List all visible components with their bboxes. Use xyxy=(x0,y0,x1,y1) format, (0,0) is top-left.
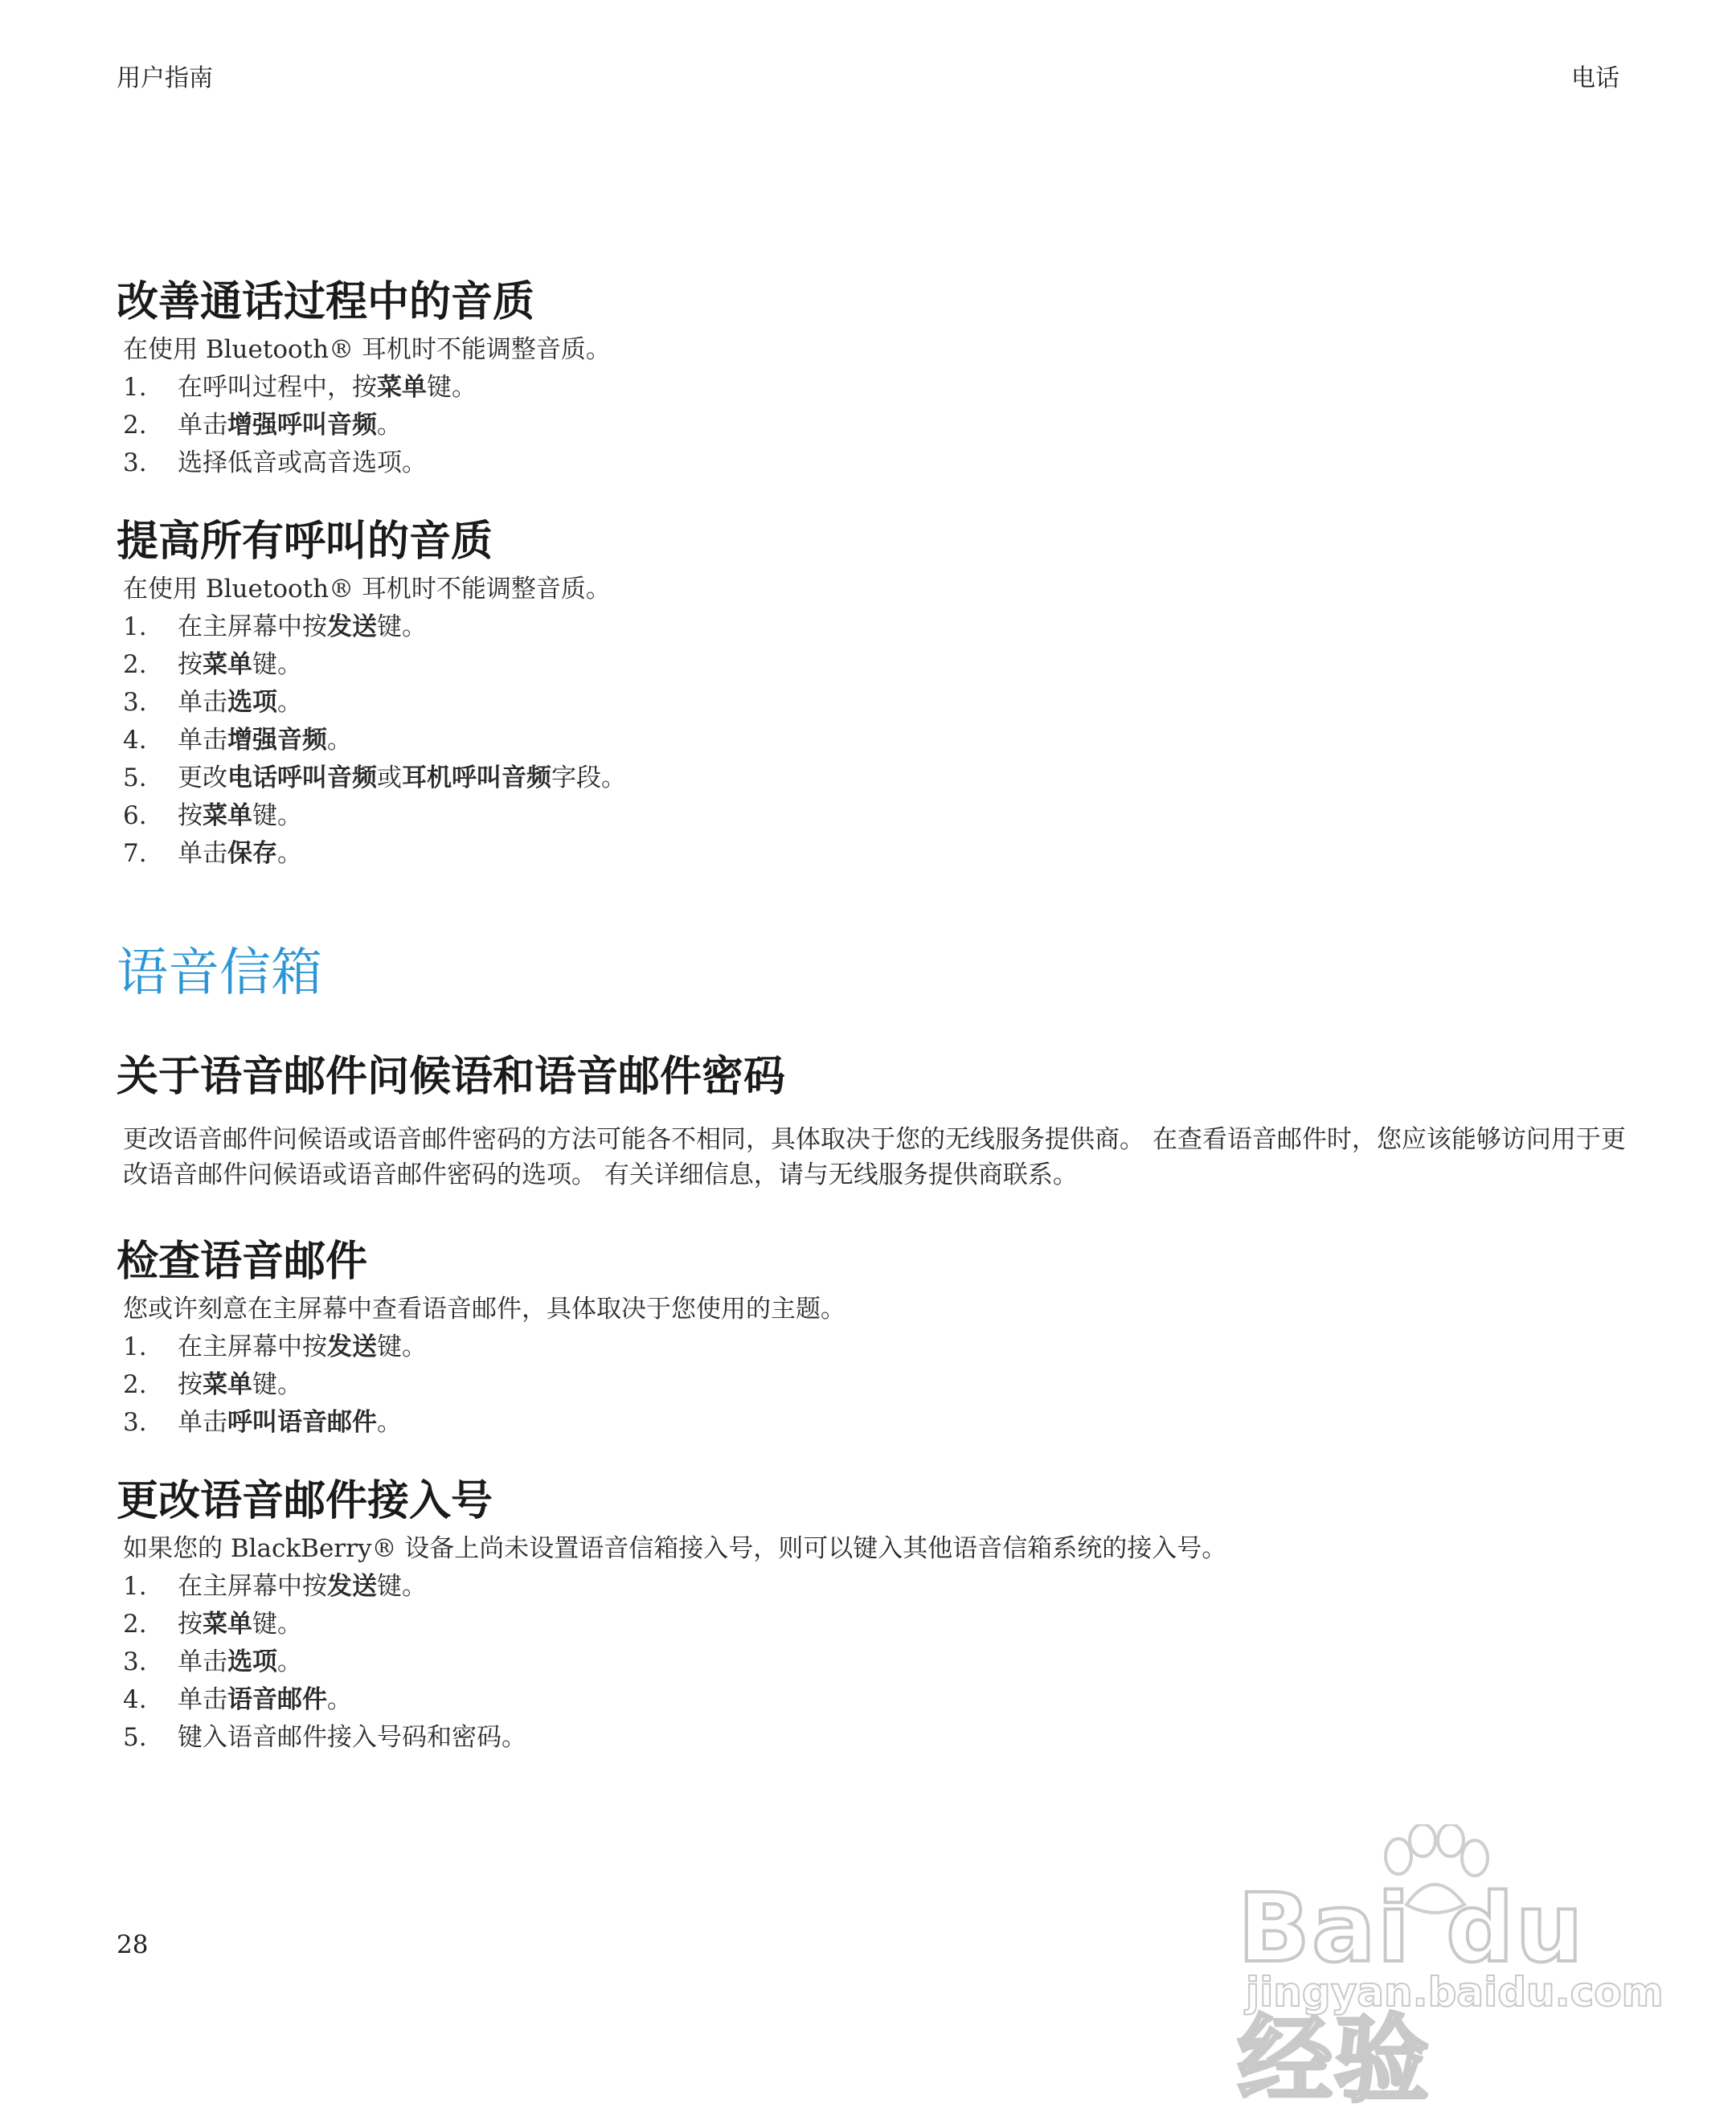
step-item xyxy=(117,797,1628,835)
step-fragment: 在主屏幕中按 xyxy=(178,612,327,641)
step-text xyxy=(178,1328,427,1366)
step-fragment: 单击 xyxy=(178,1685,227,1714)
step-text xyxy=(178,1606,302,1643)
step-item xyxy=(117,407,1628,444)
step-fragment: 单击 xyxy=(178,411,227,440)
step-text xyxy=(178,759,626,797)
step-fragment: 。 xyxy=(277,1647,302,1676)
ui-term: 发送 xyxy=(327,612,377,641)
step-number: 4. xyxy=(123,726,147,755)
step-fragment: 单击 xyxy=(178,726,227,755)
step-text xyxy=(178,1568,427,1606)
page-content xyxy=(117,273,1628,1757)
step-text xyxy=(178,684,302,722)
section-intro: 在使用 Bluetooth® 耳机时不能调整音质。 xyxy=(123,335,611,364)
step-fragment: 键。 xyxy=(377,1332,427,1361)
step-number: 3. xyxy=(123,688,147,717)
step-text xyxy=(178,444,427,482)
step-fragment: 单击 xyxy=(178,688,227,717)
ui-term: 增强音频 xyxy=(227,726,327,755)
step-item xyxy=(117,722,1628,759)
step-fragment: 。 xyxy=(377,1408,402,1437)
step-fragment: 。 xyxy=(277,839,302,868)
step-fragment: 或 xyxy=(377,763,402,792)
step-fragment: 键。 xyxy=(427,373,477,402)
step-fragment: 在主屏幕中按 xyxy=(178,1332,327,1361)
ui-term: 菜单 xyxy=(203,1610,252,1639)
step-number: 2. xyxy=(123,650,147,679)
ui-term: 菜单 xyxy=(377,373,427,402)
step-number: 3. xyxy=(123,448,147,477)
step-text xyxy=(178,797,302,835)
step-text xyxy=(178,1366,302,1404)
steps-list xyxy=(117,608,1628,873)
step-text xyxy=(178,1681,352,1719)
step-text xyxy=(178,646,302,684)
section-title-change-access-number: 更改语音邮件接入号 xyxy=(117,1477,493,1525)
step-number: 2. xyxy=(123,1610,147,1639)
step-fragment: 。 xyxy=(327,1685,352,1714)
step-item xyxy=(117,1328,1628,1366)
step-fragment: 单击 xyxy=(178,839,227,868)
section-intro: 在使用 Bluetooth® 耳机时不能调整音质。 xyxy=(123,575,611,604)
step-fragment: 按 xyxy=(178,650,203,679)
ui-term: 选项 xyxy=(227,688,277,717)
step-fragment: 。 xyxy=(327,726,352,755)
step-text xyxy=(178,369,477,407)
ui-term: 电话呼叫音频 xyxy=(227,763,377,792)
step-number: 1. xyxy=(123,1572,147,1601)
step-fragment: 字段。 xyxy=(551,763,626,792)
step-number: 2. xyxy=(123,1370,147,1399)
step-item xyxy=(117,444,1628,482)
step-number: 5. xyxy=(123,1723,147,1752)
ui-term: 耳机呼叫音频 xyxy=(402,763,551,792)
step-text xyxy=(178,1404,402,1442)
step-item xyxy=(117,369,1628,407)
step-item xyxy=(117,1643,1628,1681)
ui-term: 增强呼叫音频 xyxy=(227,411,377,440)
ui-term: 菜单 xyxy=(203,1370,252,1399)
about-paragraph: 更改语音邮件问候语或语音邮件密码的方法可能各不相同，具体取决于您的无线服务提供商。 在查看语音邮件时，您应该能够访问用于更改语音邮件问候语或语音邮件密码的选项。 有关详细信息，请与无线服务提供商联系。 xyxy=(123,1125,1626,1189)
step-fragment: 键。 xyxy=(252,801,302,830)
ui-term: 发送 xyxy=(327,1572,377,1601)
step-text xyxy=(178,1719,526,1757)
step-text xyxy=(178,608,427,646)
step-fragment: 单击 xyxy=(178,1408,227,1437)
step-number: 3. xyxy=(123,1408,147,1437)
step-fragment: 按 xyxy=(178,801,203,830)
page-number: 28 xyxy=(117,1930,149,1959)
ui-term: 呼叫语音邮件 xyxy=(227,1408,377,1437)
section-title-check-voicemail: 检查语音邮件 xyxy=(117,1238,368,1286)
step-fragment: 按 xyxy=(178,1610,203,1639)
step-item xyxy=(117,759,1628,797)
header-chapter: 电话 xyxy=(1571,64,1619,92)
step-number: 1. xyxy=(123,373,147,402)
step-text xyxy=(178,1643,302,1681)
section-intro: 您或许刻意在主屏幕中查看语音邮件，具体取决于您使用的主题。 xyxy=(123,1295,845,1324)
step-fragment: 单击 xyxy=(178,1647,227,1676)
ui-term: 选项 xyxy=(227,1647,277,1676)
step-fragment: 。 xyxy=(277,688,302,717)
step-fragment: 在主屏幕中按 xyxy=(178,1572,327,1601)
step-fragment: 。 xyxy=(377,411,402,440)
step-number: 2. xyxy=(123,411,147,440)
ui-term: 发送 xyxy=(327,1332,377,1361)
step-item xyxy=(117,1568,1628,1606)
step-item xyxy=(117,1681,1628,1719)
header-doc-title: 用户指南 xyxy=(117,64,213,92)
step-item xyxy=(117,1719,1628,1757)
step-number: 6. xyxy=(123,801,147,830)
step-fragment: 在呼叫过程中，按 xyxy=(178,373,377,402)
step-item xyxy=(117,1606,1628,1643)
section-title-about-voicemail: 关于语音邮件问候语和语音邮件密码 xyxy=(117,1053,786,1101)
step-number: 1. xyxy=(123,612,147,641)
step-fragment: 键。 xyxy=(252,650,302,679)
steps-list xyxy=(117,1328,1628,1442)
step-number: 5. xyxy=(123,763,147,792)
steps-list xyxy=(117,1568,1628,1757)
watermark-brand: Bai du 经验 xyxy=(1238,1872,1585,2115)
step-fragment: 选择低音或高音选项。 xyxy=(178,448,427,477)
step-item xyxy=(117,646,1628,684)
ui-term: 菜单 xyxy=(203,801,252,830)
section-title-improve-call-quality: 改善通话过程中的音质 xyxy=(117,278,535,326)
step-fragment: 键。 xyxy=(377,1572,427,1601)
step-text xyxy=(178,722,352,759)
step-fragment: 按 xyxy=(178,1370,203,1399)
step-number: 4. xyxy=(123,1685,147,1714)
step-text xyxy=(178,407,402,444)
steps-list xyxy=(117,369,1628,482)
step-fragment: 更改 xyxy=(178,763,227,792)
step-fragment: 键入语音邮件接入号码和密码。 xyxy=(178,1723,526,1752)
step-item xyxy=(117,1404,1628,1442)
section-title-improve-all-calls: 提高所有呼叫的音质 xyxy=(117,518,493,566)
step-number: 1. xyxy=(123,1332,147,1361)
ui-term: 菜单 xyxy=(203,650,252,679)
baidu-watermark xyxy=(1238,1824,1664,2115)
step-number: 3. xyxy=(123,1647,147,1676)
step-fragment: 键。 xyxy=(252,1610,302,1639)
ui-term: 保存 xyxy=(227,839,277,868)
step-item xyxy=(117,608,1628,646)
step-item xyxy=(117,1366,1628,1404)
section-intro: 如果您的 BlackBerry® 设备上尚未设置语音信箱接入号，则可以键入其他语音信箱系统的接入号。 xyxy=(123,1534,1227,1563)
step-item xyxy=(117,684,1628,722)
ui-term: 语音邮件 xyxy=(227,1685,327,1714)
watermark-url: jingyan.baidu.com xyxy=(1246,1969,1664,2016)
step-text xyxy=(178,835,302,873)
step-fragment: 键。 xyxy=(252,1370,302,1399)
chapter-title-voicemail: 语音信箱 xyxy=(117,943,322,1003)
step-item xyxy=(117,835,1628,873)
step-number: 7. xyxy=(123,839,147,868)
step-fragment: 键。 xyxy=(377,612,427,641)
